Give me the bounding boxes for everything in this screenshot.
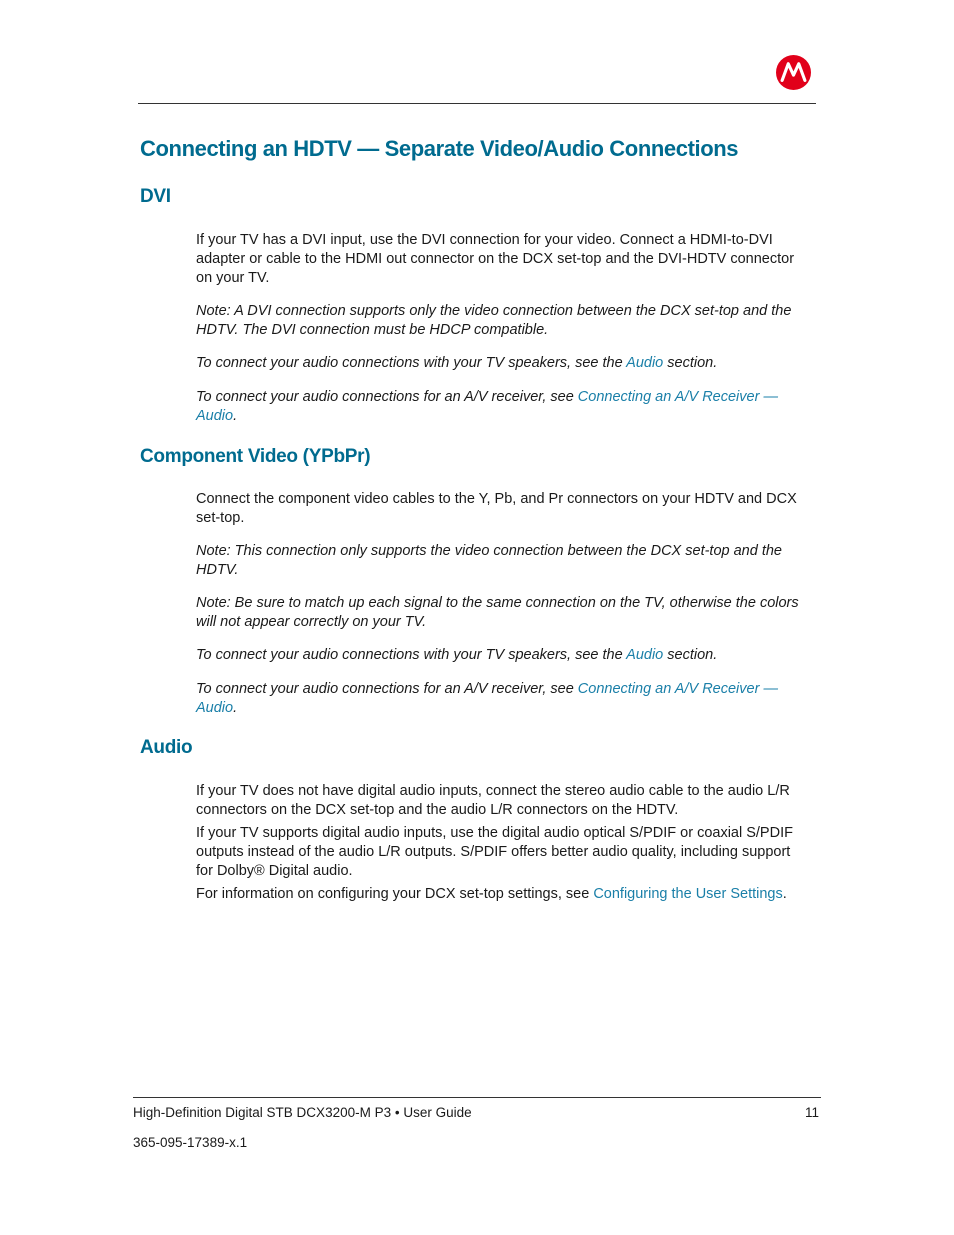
component-note-2: Note: Be sure to match up each signal to the same connection on the TV, otherwise the colors will not appear correctly on your TV.	[196, 595, 799, 630]
component-receiver-post: .	[233, 700, 238, 716]
component-receiver-text	[196, 680, 811, 718]
component-receiver-link[interactable]: Connecting an A/V Receiver — Audio	[196, 681, 778, 716]
audio-p3-post: .	[782, 886, 787, 902]
component-paragraph: Connect the component video cables to the Y, Pb, and Pr connectors on your HDTV and DCX set-top.	[196, 491, 797, 526]
audio-p3-pre: For information on configuring your DCX set-top settings, see	[196, 886, 594, 902]
component-speakers-pre: To connect your audio connections with your TV speakers, see the	[196, 647, 627, 663]
section-heading-dvi: DVI	[140, 186, 171, 207]
footer-doc-number: 365-095-17389-x.1	[133, 1135, 248, 1150]
dvi-note: Note: A DVI connection supports only the video connection between the DCX set-top and the HDTV. The DVI connection must be HDCP compatible.	[196, 303, 792, 338]
page-title: Connecting an HDTV — Separate Video/Audio Connections	[140, 136, 739, 161]
dvi-audio-link[interactable]: Audio	[626, 355, 664, 371]
motorola-logo-icon	[776, 55, 811, 90]
dvi-paragraph: If your TV has a DVI input, use the DVI connection for your video. Connect a HDMI-to-DVI adapter or cable to the HDMI out connector on the DCX set-top and the DVI-HDTV connector on your TV.	[196, 232, 795, 286]
dvi-receiver-post: .	[233, 408, 238, 424]
dvi-speakers-pre: To connect your audio connections with your TV speakers, see the	[196, 355, 627, 371]
section-heading-component: Component Video (YPbPr)	[140, 446, 371, 467]
component-receiver-pre: To connect your audio connections for an A/V receiver, see	[196, 681, 578, 697]
component-speakers-post: section.	[663, 647, 718, 663]
header-divider	[138, 103, 816, 104]
dvi-speakers-text	[196, 354, 811, 373]
component-speakers-text	[196, 646, 811, 665]
component-note-1: Note: This connection only supports the video connection between the DCX set-top and the HDTV.	[196, 543, 782, 578]
dvi-receiver-link[interactable]: Connecting an A/V Receiver — Audio	[196, 389, 778, 424]
footer-divider	[133, 1097, 821, 1098]
section-heading-audio: Audio	[140, 737, 193, 758]
footer-page-number: 11	[805, 1105, 820, 1120]
audio-paragraph-3	[196, 885, 811, 904]
dvi-receiver-text	[196, 388, 811, 426]
audio-paragraph-1: If your TV does not have digital audio inputs, connect the stereo audio cable to the audio L/R connectors on the DCX set-top and the audio L/R connectors on the HDTV.	[196, 783, 790, 818]
dvi-speakers-post: section.	[663, 355, 718, 371]
configuring-user-settings-link[interactable]: Configuring the User Settings	[593, 886, 783, 902]
component-audio-link[interactable]: Audio	[626, 647, 664, 663]
footer-doc-title: High-Definition Digital STB DCX3200-M P3 • User Guide	[133, 1105, 472, 1120]
dvi-receiver-pre: To connect your audio connections for an A/V receiver, see	[196, 389, 578, 405]
audio-paragraph-2: If your TV supports digital audio inputs, use the digital audio optical S/PDIF or coaxial S/PDIF outputs instead of the audio L/R outputs. S/PDIF offers better audio quality, including support for Dolby® Digital audio.	[196, 825, 793, 879]
